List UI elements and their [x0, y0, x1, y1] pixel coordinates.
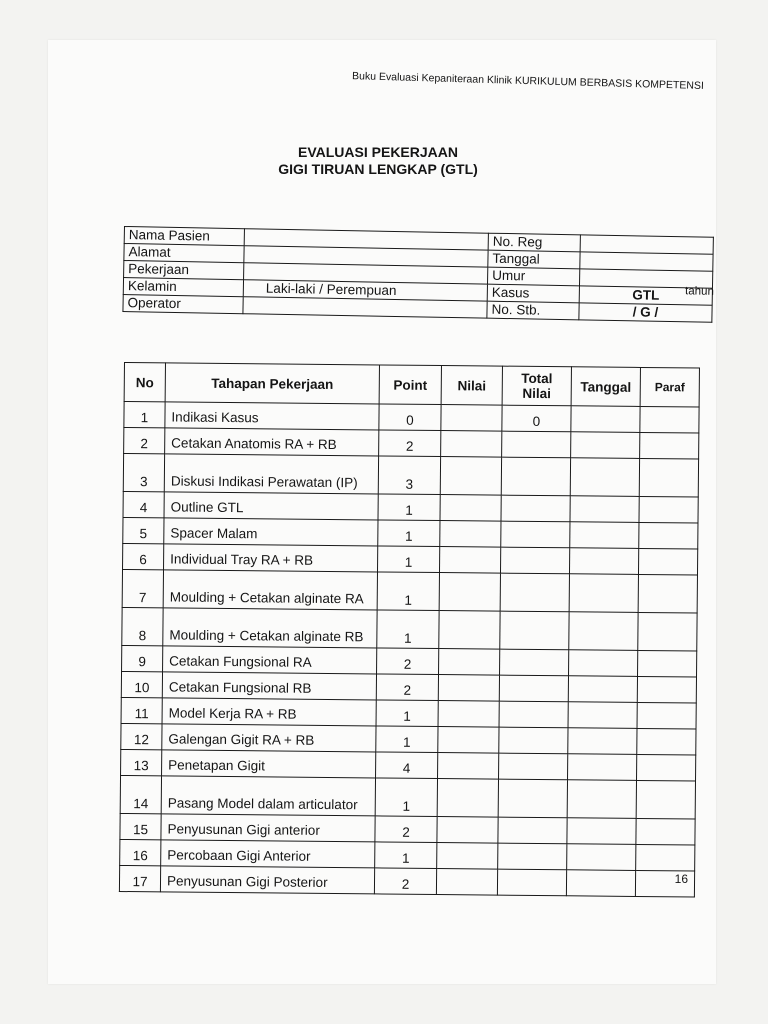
title-line-1: EVALUASI PEKERJAAN: [298, 144, 458, 160]
row-step: Penyusunan Gigi Posterior: [160, 866, 374, 894]
row-tanggal: [569, 574, 638, 613]
row-paraf: [639, 458, 698, 497]
header-total-nilai: [502, 366, 571, 406]
row-total-nilai: [499, 753, 568, 780]
row-point: 2: [377, 648, 439, 675]
row-no: 9: [122, 645, 163, 671]
row-paraf: [638, 612, 697, 651]
row-point: 4: [376, 752, 438, 779]
row-paraf: [640, 432, 699, 459]
row-point: 1: [376, 726, 438, 753]
row-nilai: [441, 405, 502, 432]
row-nilai: [438, 753, 499, 780]
info-label: No. Stb.: [487, 301, 579, 320]
info-label: Alamat: [124, 244, 244, 263]
row-nilai: [438, 727, 499, 754]
row-tanggal: [569, 612, 638, 651]
table-row: [120, 775, 695, 819]
info-label: Tanggal: [488, 250, 580, 269]
row-no: 14: [120, 775, 161, 813]
info-label: No. Reg: [488, 233, 580, 252]
row-point: 1: [377, 546, 439, 573]
header-point: Point: [379, 365, 441, 405]
document-title: [178, 144, 578, 178]
row-point: 1: [376, 700, 438, 727]
info-label: Kelamin: [123, 278, 243, 297]
row-no: 8: [122, 607, 163, 645]
row-point: 1: [375, 842, 437, 869]
table-header-row: [124, 363, 699, 408]
row-nilai: [439, 573, 500, 612]
row-nilai: [437, 779, 498, 818]
row-total-nilai: [500, 611, 569, 650]
work-evaluation-table: [119, 362, 700, 898]
row-paraf: [637, 754, 696, 781]
row-paraf: [638, 650, 697, 677]
row-tanggal: [568, 702, 637, 729]
row-total-nilai: [498, 817, 567, 844]
row-total-nilai: [499, 701, 568, 728]
row-paraf: [638, 548, 697, 575]
row-paraf: [636, 818, 695, 845]
row-paraf: [637, 702, 696, 729]
row-nilai: [438, 701, 499, 728]
row-no: 5: [123, 517, 164, 543]
row-nilai: [438, 675, 499, 702]
row-tanggal: [571, 406, 640, 433]
header-nilai: Nilai: [441, 366, 502, 406]
row-point: 2: [379, 430, 441, 457]
row-no: 16: [120, 839, 161, 865]
row-no: 17: [119, 865, 160, 891]
header-total-line-1: Total: [521, 370, 553, 387]
table-row: [122, 607, 697, 651]
row-tanggal: [568, 728, 637, 755]
row-tanggal: [567, 818, 636, 845]
info-value: [243, 297, 487, 318]
row-no: 6: [123, 543, 164, 569]
row-no: 3: [123, 454, 164, 492]
info-label: Pekerjaan: [124, 261, 244, 280]
title-line-2: GIGI TIRUAN LENGKAP (GTL): [278, 161, 478, 177]
row-step: Individual Tray RA + RB: [164, 544, 378, 572]
row-no: 11: [121, 697, 162, 723]
row-step: Cetakan Fungsional RB: [162, 672, 376, 700]
table-row: [123, 454, 698, 498]
row-nilai: [437, 817, 498, 844]
row-step: Indikasi Kasus: [165, 402, 379, 430]
row-point: 2: [375, 816, 437, 843]
row-nilai: [440, 457, 501, 496]
row-no: 4: [123, 491, 164, 517]
row-point: 1: [377, 572, 439, 611]
row-no: 7: [122, 569, 163, 607]
row-no: 1: [124, 402, 165, 428]
header-no: No: [124, 363, 165, 402]
row-point: 1: [378, 494, 440, 521]
row-nilai: [440, 495, 501, 522]
header-paraf: Paraf: [640, 367, 699, 407]
row-point: 1: [378, 520, 440, 547]
row-paraf: [637, 728, 696, 755]
row-nilai: [440, 521, 501, 548]
row-step: Galengan Gigit RA + RB: [162, 724, 376, 752]
umur-unit: tahun: [685, 285, 715, 298]
row-point: 1: [377, 610, 439, 649]
info-value: Laki-laki / Perempuan: [243, 280, 487, 301]
row-tanggal: [568, 676, 637, 703]
row-tanggal: [570, 522, 639, 549]
row-point: 1: [375, 778, 437, 817]
row-paraf: [637, 676, 696, 703]
row-tanggal: [567, 780, 636, 819]
info-label: Nama Pasien: [124, 227, 244, 246]
row-no: 15: [120, 813, 161, 839]
row-total-nilai: [499, 727, 568, 754]
row-total-nilai: [498, 843, 567, 870]
row-step: Moulding + Cetakan alginate RB: [163, 608, 377, 648]
row-tanggal: [570, 458, 639, 497]
table-row: [119, 865, 694, 897]
row-total-nilai: [498, 779, 567, 818]
row-step: Cetakan Fungsional RA: [163, 646, 377, 674]
row-paraf: [639, 496, 698, 523]
row-point: 0: [379, 404, 441, 431]
row-step: Penetapan Gigit: [162, 750, 376, 778]
row-step: Outline GTL: [164, 492, 378, 520]
row-step: Penyusunan Gigi anterior: [161, 814, 375, 842]
row-no: 10: [121, 671, 162, 697]
patient-info-table: [122, 226, 713, 323]
table-row: [122, 569, 697, 613]
row-total-nilai: [500, 649, 569, 676]
info-label: Operator: [123, 294, 243, 313]
row-paraf: [636, 844, 695, 871]
row-no: 12: [121, 723, 162, 749]
row-point: 2: [374, 868, 436, 895]
header-step: Tahapan Pekerjaan: [165, 363, 379, 404]
row-step: Cetakan Anatomis RA + RB: [165, 428, 379, 456]
row-total-nilai: [501, 495, 570, 522]
row-paraf: [640, 406, 699, 433]
row-tanggal: [568, 754, 637, 781]
row-total-nilai: [497, 869, 566, 896]
row-nilai: [439, 649, 500, 676]
row-step: Moulding + Cetakan alginate RA: [163, 570, 377, 610]
row-nilai: [439, 611, 500, 650]
row-total-nilai: [501, 457, 570, 496]
row-total-nilai: 0: [502, 405, 571, 432]
info-label: Kasus: [487, 284, 579, 303]
info-value: / G /: [579, 303, 712, 322]
row-no: 2: [124, 428, 165, 454]
row-nilai: [439, 547, 500, 574]
row-nilai: [441, 431, 502, 458]
row-total-nilai: [500, 573, 569, 612]
row-tanggal: [571, 432, 640, 459]
row-paraf: [638, 574, 697, 613]
row-total-nilai: [502, 431, 571, 458]
document-page: [48, 40, 716, 984]
row-step: Pasang Model dalam articulator: [161, 776, 375, 816]
info-label: Umur: [487, 267, 579, 286]
row-tanggal: [567, 844, 636, 871]
row-point: 3: [378, 456, 440, 495]
running-header: Buku Evaluasi Kepaniteraan Klinik KURIKULUM BERBASIS KOMPETENSI: [352, 70, 705, 92]
header-tanggal: Tanggal: [571, 367, 640, 407]
row-total-nilai: [501, 521, 570, 548]
row-paraf: [636, 780, 695, 819]
row-nilai: [437, 843, 498, 870]
work-table-body: [119, 402, 699, 897]
row-step: Percobaan Gigi Anterior: [161, 840, 375, 868]
row-no: 13: [121, 749, 162, 775]
row-total-nilai: [499, 675, 568, 702]
page-number: 16: [674, 872, 688, 886]
row-paraf: [639, 522, 698, 549]
row-tanggal: [566, 870, 635, 897]
row-step: Model Kerja RA + RB: [162, 698, 376, 726]
row-tanggal: [569, 650, 638, 677]
row-nilai: [436, 869, 497, 896]
row-total-nilai: [500, 547, 569, 574]
row-step: Diskusi Indikasi Perawatan (IP): [164, 454, 378, 494]
row-point: 2: [376, 674, 438, 701]
row-tanggal: [569, 548, 638, 575]
row-tanggal: [570, 496, 639, 523]
row-step: Spacer Malam: [164, 518, 378, 546]
header-total-line-2: Nilai: [522, 385, 552, 402]
info-value: GTL: [579, 286, 712, 305]
